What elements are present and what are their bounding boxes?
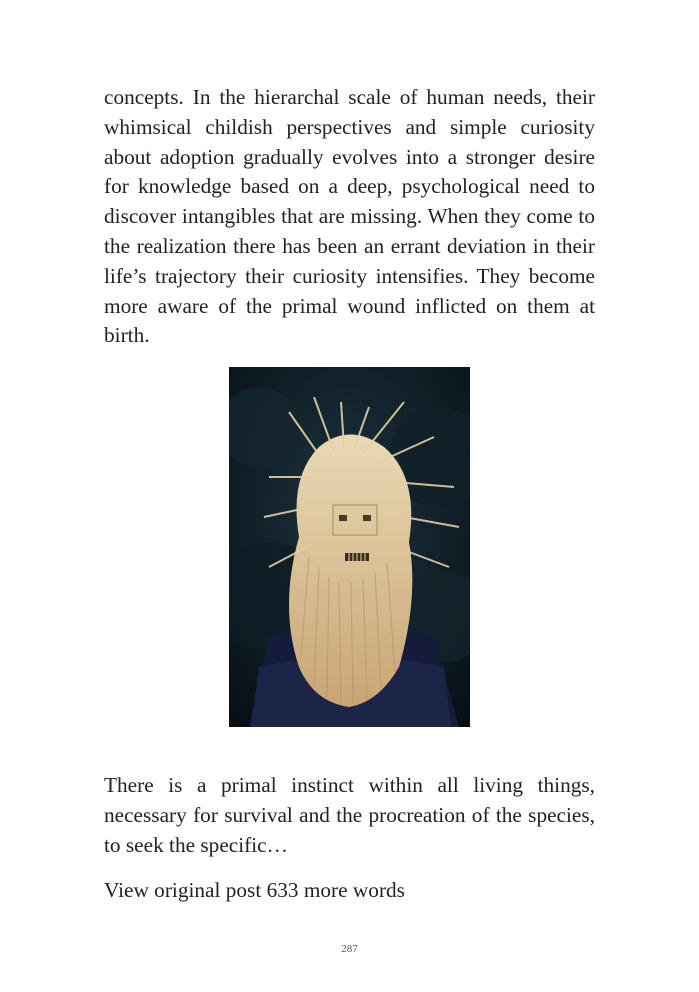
straw-mask-photo [229, 367, 470, 727]
page-number: 287 [341, 943, 358, 955]
body-paragraph: There is a primal instinct within all living things, necessary for survival and the procreation of the species, to seek the specific… [104, 773, 595, 857]
view-original-post-link[interactable]: View original post 633 more words [104, 878, 405, 902]
body-paragraph: concepts. In the hierarchal scale of human needs, their whimsical childish perspectives and simple curiosity about adoption gradually evolves into a stronger desire for knowledge based on a deep, psychological need to discover intangibles that are missing. When they come to the realization there has been an errant deviation in their life’s trajectory their curiosity intensifies. They become more aware of the primal wound inflicted on them at birth. [104, 85, 595, 348]
